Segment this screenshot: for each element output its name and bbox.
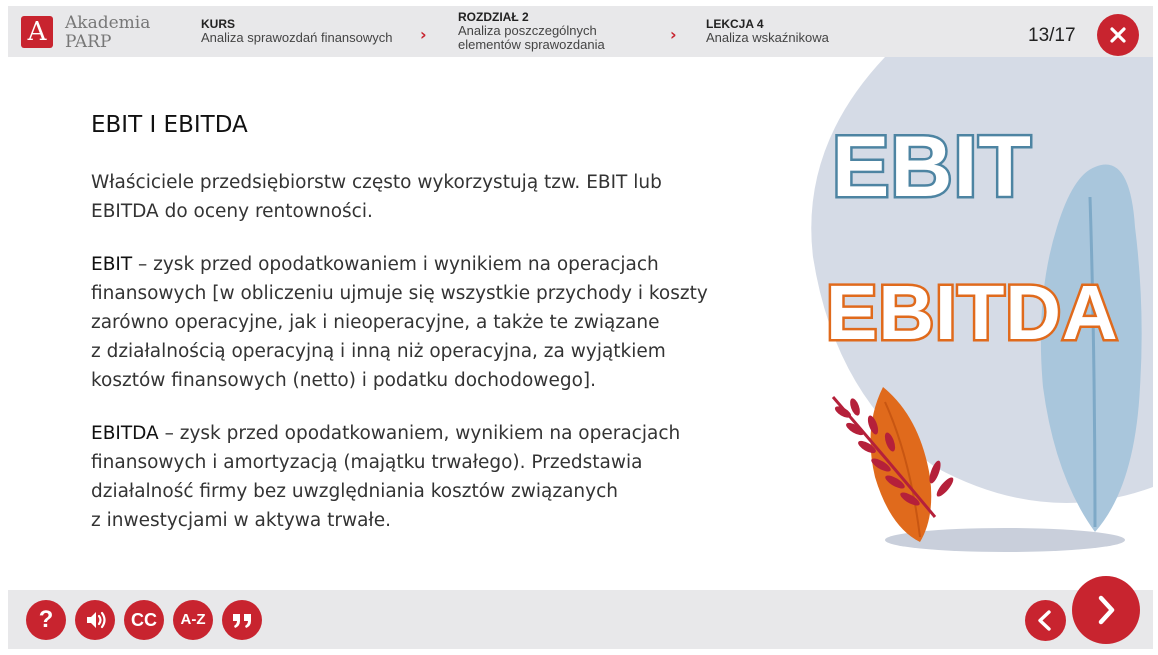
ebit-paragraph [91,250,751,395]
close-button[interactable] [1097,14,1139,56]
ebitda-paragraph [91,419,751,535]
ebitda-line: – zysk przed opodatkowaniem, wynikiem na operacjach [158,423,681,444]
glossary-button[interactable] [173,600,213,640]
audio-button[interactable] [75,600,115,640]
chapter-name-line1: Analiza poszczególnych [458,23,597,38]
ebit-term: EBIT [91,254,133,275]
chevron-right-icon: › [420,25,427,44]
ebit-graphic-text: EBIT [832,119,1032,215]
top-bar [8,6,1153,57]
captions-button[interactable] [124,600,164,640]
logo-line1: Akademia [65,13,151,33]
ebit-line: z działalnością operacyjną i inną niż operacyjna, za wyjątkiem [91,341,666,362]
chapter-name-line2: elementów sprawozdania [458,37,605,52]
close-icon [1097,14,1139,56]
previous-button[interactable] [1025,600,1066,641]
logo-line2: PARP [65,32,112,52]
course-name: Analiza sprawozdań finansowych [201,30,393,45]
help-icon: ? [38,606,54,633]
breadcrumb-chapter[interactable] [458,10,605,52]
chapter-label: ROZDZIAŁ 2 [458,10,529,24]
bottom-toolbar [8,590,1153,649]
quote-icon [222,600,262,640]
page-title: EBIT I EBITDA [91,112,248,138]
logo-text [65,14,150,52]
intro-line: Właściciele przedsiębiorstw często wykorzystują tzw. EBIT lub [91,172,662,193]
speaker-icon [75,600,115,640]
chevron-right-icon: › [670,25,677,44]
ebit-line: zarówno operacyjne, jak i nieoperacyjne, a także te związane [91,312,660,333]
ebit-line: – zysk przed opodatkowaniem i wynikiem na operacjach [132,254,659,275]
course-label: KURS [201,17,236,31]
az-icon: A-Z [180,611,206,628]
akademia-logo-icon[interactable]: A [21,16,53,48]
lesson-label: LEKCJA 4 [706,17,764,31]
breadcrumb-course[interactable] [201,17,393,45]
help-button[interactable] [26,600,66,640]
ebitda-line: finansowych i amortyzacją (majątku trwałego). Przedstawia [91,452,643,473]
quote-button[interactable] [222,600,262,640]
chevron-left-icon [1025,600,1066,641]
ebitda-line: działalność firmy bez uwzględniania kosztów związanych [91,481,618,502]
ebit-line: finansowych [w obliczeniu ujmuje się wszystkie przychody i koszty [91,283,708,304]
ebitda-line: z inwestycjami w aktywa trwałe. [91,510,391,531]
intro-line: EBITDA do oceny rentowności. [91,201,373,222]
ebit-line: kosztów finansowych (netto) i podatku dochodowego]. [91,370,596,391]
chevron-right-icon [1072,576,1140,644]
breadcrumb-lesson[interactable] [706,17,829,45]
ebitda-graphic-text: EBITDA [826,270,1119,356]
ebitda-term: EBITDA [91,423,159,444]
intro-paragraph [91,168,751,226]
cc-icon: CC [131,610,157,630]
lesson-name: Analiza wskaźnikowa [706,30,829,45]
lesson-content [91,112,751,559]
next-button[interactable] [1072,576,1140,644]
slide-counter: 13/17 [1028,25,1076,46]
